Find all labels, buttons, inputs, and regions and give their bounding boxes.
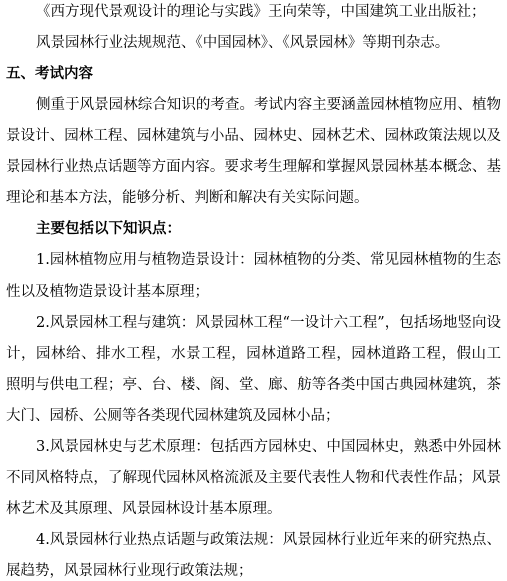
intro-paragraph-line: 景设计、园林工程、园林建筑与小品、园林史、园林艺术、园林政策法规以及 [6, 128, 501, 145]
intro-paragraph-line: 景园林行业热点话题等方面内容。要求考生理解和掌握风景园林基本概念、基 [6, 159, 501, 176]
section-heading: 五、考试内容 [6, 66, 93, 83]
knowledge-item-line: 不同风格特点，了解现代园林风格流派及主要代表性人物和代表性作品；风景 [6, 469, 501, 486]
knowledge-item-line: 3.风景园林史与艺术原理：包括西方园林史、中国园林史，熟悉中外园林 [36, 438, 501, 455]
knowledge-item-line: 照明与供电工程；亭、台、楼、阁、堂、廊、舫等各类中国古典园林建筑，茶 [6, 376, 501, 393]
knowledge-item-line: 林艺术及其原理、风景园林设计基本原理。 [6, 500, 282, 517]
knowledge-item-line: 性以及植物造景设计基本原理； [6, 283, 209, 300]
knowledge-item-line: 计，园林给、排水工程，水景工程，园林道路工程，园林道路工程，假山工 [6, 345, 501, 362]
knowledge-points-heading: 主要包括以下知识点： [36, 221, 181, 238]
knowledge-item-line: 大门、园桥、公厕等各类现代园林建筑及园林小品； [6, 407, 340, 424]
knowledge-item-line: 1.园林植物应用与植物造景设计：园林植物的分类、常见园林植物的生态 [36, 252, 501, 269]
knowledge-item-line: 展趋势，风景园林行业现行政策法规； [6, 563, 253, 579]
reference-line: 风景园林行业法规规范、《中国园林》、《风景园林》等期刊杂志。 [36, 35, 450, 52]
reference-line: 《西方现代景观设计的理论与实践》王向荣等，中国建筑工业出版社； [36, 4, 486, 20]
knowledge-item-line: 2.风景园林工程与建筑：风景园林工程“一设计六工程”，包括场地竖向设 [36, 314, 501, 331]
intro-paragraph-line: 理论和基本方法，能够分析、判断和解决有关实际问题。 [6, 190, 369, 207]
intro-paragraph-line: 侧重于风景园林综合知识的考查。考试内容主要涵盖园林植物应用、植物 [36, 97, 501, 114]
knowledge-item-line: 4.风景园林行业热点话题与政策法规：风景园林行业近年来的研究热点、 [36, 531, 501, 548]
